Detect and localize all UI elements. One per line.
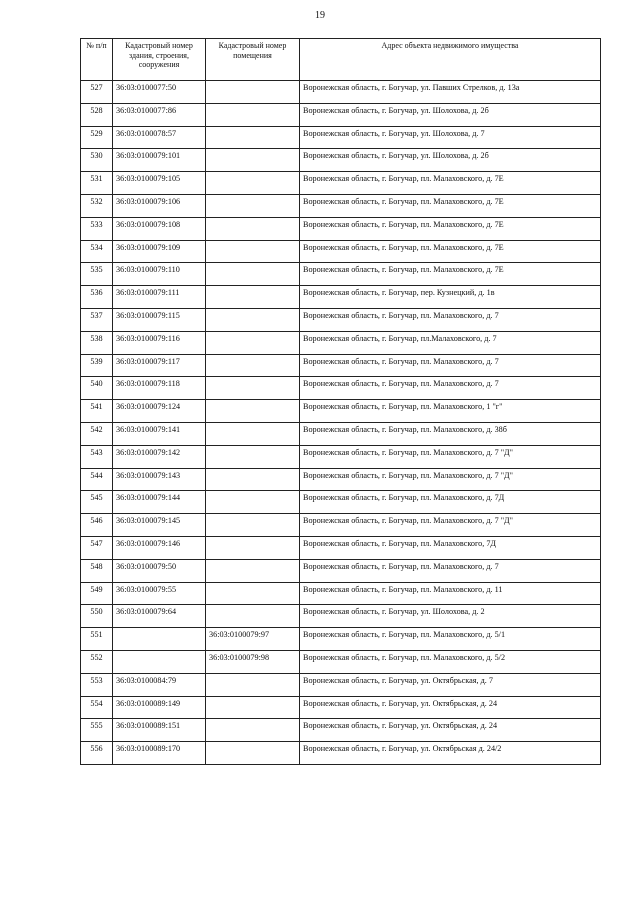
row-building-cadastral-cell [113,650,206,673]
row-premise-cadastral-cell [206,514,300,537]
row-num-cell: 539 [81,354,113,377]
table-body [81,81,601,765]
row-premise-cadastral-cell [206,582,300,605]
row-building-cadastral-cell: 36:03:0100079:106 [113,194,206,217]
row-premise-cadastral-cell: 36:03:0100079:98 [206,650,300,673]
row-building-cadastral-cell: 36:03:0100079:108 [113,217,206,240]
row-building-cadastral-cell: 36:03:0100079:64 [113,605,206,628]
row-num-cell: 532 [81,194,113,217]
table-row [81,536,601,559]
row-premise-cadastral-cell [206,559,300,582]
row-num-cell: 543 [81,445,113,468]
row-num-cell: 536 [81,286,113,309]
row-building-cadastral-cell: 36:03:0100079:110 [113,263,206,286]
row-address-cell: Воронежская область, г. Богучар, пер. Кузнецкий, д. 1в [300,286,601,309]
page-number: 19 [315,10,325,21]
header-address: Адрес объекта недвижимого имущества [300,39,601,81]
row-num-cell: 528 [81,103,113,126]
row-premise-cadastral-cell [206,491,300,514]
table-row [81,103,601,126]
row-building-cadastral-cell: 36:03:0100079:117 [113,354,206,377]
table-row [81,422,601,445]
row-num-cell: 552 [81,650,113,673]
row-address-cell: Воронежская область, г. Богучар, ул. Октябрьская, д. 7 [300,673,601,696]
row-building-cadastral-cell [113,628,206,651]
table-row [81,742,601,765]
row-num-cell: 550 [81,605,113,628]
row-building-cadastral-cell: 36:03:0100089:170 [113,742,206,765]
header-building-cadastral: Кадастровый номер здания, строения, сооружения [113,39,206,81]
row-building-cadastral-cell: 36:03:0100079:105 [113,172,206,195]
table-row [81,650,601,673]
row-premise-cadastral-cell [206,194,300,217]
row-num-cell: 533 [81,217,113,240]
table-header-row [81,39,601,81]
row-num-cell: 554 [81,696,113,719]
row-premise-cadastral-cell [206,696,300,719]
row-address-cell: Воронежская область, г. Богучар, ул. Шолохова, д. 2б [300,149,601,172]
row-address-cell: Воронежская область, г. Богучар, пл. Малаховского, д. 7Е [300,263,601,286]
table-row [81,445,601,468]
table-row [81,719,601,742]
row-premise-cadastral-cell [206,81,300,104]
row-building-cadastral-cell: 36:03:0100077:86 [113,103,206,126]
table-row [81,468,601,491]
row-premise-cadastral-cell: 36:03:0100079:97 [206,628,300,651]
table-row [81,628,601,651]
row-premise-cadastral-cell [206,468,300,491]
row-num-cell: 537 [81,308,113,331]
registry-table [80,38,601,765]
row-premise-cadastral-cell [206,217,300,240]
row-address-cell: Воронежская область, г. Богучар, ул. Шолохова, д. 2 [300,605,601,628]
row-address-cell: Воронежская область, г. Богучар, ул. Павших Стрелков, д. 13а [300,81,601,104]
row-building-cadastral-cell: 36:03:0100079:124 [113,400,206,423]
row-address-cell: Воронежская область, г. Богучар, пл. Малаховского, д. 11 [300,582,601,605]
row-address-cell: Воронежская область, г. Богучар, пл. Малаховского, 7Д [300,536,601,559]
row-num-cell: 530 [81,149,113,172]
row-building-cadastral-cell: 36:03:0100079:142 [113,445,206,468]
row-num-cell: 541 [81,400,113,423]
row-address-cell: Воронежская область, г. Богучар, пл. Малаховского, д. 7 [300,354,601,377]
row-building-cadastral-cell: 36:03:0100089:151 [113,719,206,742]
row-num-cell: 556 [81,742,113,765]
row-num-cell: 545 [81,491,113,514]
header-num: № п/п [81,39,113,81]
row-address-cell: Воронежская область, г. Богучар, пл. Малаховского, д. 7Д [300,491,601,514]
row-address-cell: Воронежская область, г. Богучар, пл. Малаховского, д. 5/1 [300,628,601,651]
table-row [81,354,601,377]
row-premise-cadastral-cell [206,172,300,195]
row-premise-cadastral-cell [206,742,300,765]
row-premise-cadastral-cell [206,422,300,445]
row-address-cell: Воронежская область, г. Богучар, пл. Малаховского, д. 5/2 [300,650,601,673]
table-row [81,81,601,104]
table-row [81,491,601,514]
row-address-cell: Воронежская область, г. Богучар, ул. Октябрьская, д. 24 [300,696,601,719]
row-address-cell: Воронежская область, г. Богучар, пл. Малаховского, д. 7 "Д" [300,468,601,491]
row-building-cadastral-cell: 36:03:0100079:144 [113,491,206,514]
row-building-cadastral-cell: 36:03:0100079:116 [113,331,206,354]
table-row [81,673,601,696]
row-num-cell: 529 [81,126,113,149]
row-premise-cadastral-cell [206,354,300,377]
row-address-cell: Воронежская область, г. Богучар, пл. Малаховского, д. 7Е [300,194,601,217]
row-num-cell: 527 [81,81,113,104]
row-building-cadastral-cell: 36:03:0100079:50 [113,559,206,582]
header-premise-cadastral: Кадастровый номер помещения [206,39,300,81]
row-premise-cadastral-cell [206,240,300,263]
row-premise-cadastral-cell [206,605,300,628]
row-address-cell: Воронежская область, г. Богучар, ул. Шолохова, д. 2б [300,103,601,126]
row-building-cadastral-cell: 36:03:0100079:111 [113,286,206,309]
row-building-cadastral-cell: 36:03:0100079:146 [113,536,206,559]
table-row [81,377,601,400]
row-address-cell: Воронежская область, г. Богучар, ул. Шолохова, д. 7 [300,126,601,149]
row-num-cell: 549 [81,582,113,605]
table-row [81,582,601,605]
row-building-cadastral-cell: 36:03:0100079:141 [113,422,206,445]
row-building-cadastral-cell: 36:03:0100079:143 [113,468,206,491]
row-address-cell: Воронежская область, г. Богучар, пл. Малаховского, д. 7 [300,559,601,582]
row-building-cadastral-cell: 36:03:0100079:109 [113,240,206,263]
row-building-cadastral-cell: 36:03:0100077:50 [113,81,206,104]
row-num-cell: 534 [81,240,113,263]
row-premise-cadastral-cell [206,103,300,126]
row-num-cell: 553 [81,673,113,696]
row-num-cell: 555 [81,719,113,742]
table-row [81,308,601,331]
row-num-cell: 535 [81,263,113,286]
row-building-cadastral-cell: 36:03:0100079:55 [113,582,206,605]
row-num-cell: 551 [81,628,113,651]
table-row [81,263,601,286]
row-premise-cadastral-cell [206,286,300,309]
row-address-cell: Воронежская область, г. Богучар, пл. Малаховского, д. 7 "Д" [300,514,601,537]
row-address-cell: Воронежская область, г. Богучар, пл. Малаховского, д. 7 [300,377,601,400]
row-premise-cadastral-cell [206,126,300,149]
row-building-cadastral-cell: 36:03:0100079:118 [113,377,206,400]
row-address-cell: Воронежская область, г. Богучар, ул. Октябрьская, д. 24 [300,719,601,742]
table-row [81,240,601,263]
row-premise-cadastral-cell [206,377,300,400]
row-premise-cadastral-cell [206,673,300,696]
table-row [81,286,601,309]
row-building-cadastral-cell: 36:03:0100089:149 [113,696,206,719]
row-building-cadastral-cell: 36:03:0100079:101 [113,149,206,172]
row-building-cadastral-cell: 36:03:0100079:115 [113,308,206,331]
table-row [81,696,601,719]
row-address-cell: Воронежская область, г. Богучар, пл. Малаховского, д. 7Е [300,217,601,240]
row-address-cell: Воронежская область, г. Богучар, пл.Малаховского, д. 7 [300,331,601,354]
table-row [81,400,601,423]
row-num-cell: 531 [81,172,113,195]
row-num-cell: 546 [81,514,113,537]
row-address-cell: Воронежская область, г. Богучар, пл. Малаховского, д. 38б [300,422,601,445]
row-address-cell: Воронежская область, г. Богучар, пл. Малаховского, д. 7Е [300,240,601,263]
row-premise-cadastral-cell [206,331,300,354]
row-num-cell: 540 [81,377,113,400]
row-address-cell: Воронежская область, г. Богучар, пл. Малаховского, д. 7Е [300,172,601,195]
row-building-cadastral-cell: 36:03:0100078:57 [113,126,206,149]
table-row [81,217,601,240]
table-row [81,194,601,217]
row-num-cell: 538 [81,331,113,354]
row-address-cell: Воронежская область, г. Богучар, пл. Малаховского, 1 "г" [300,400,601,423]
row-premise-cadastral-cell [206,719,300,742]
table-row [81,605,601,628]
table-row [81,172,601,195]
table-row [81,149,601,172]
row-premise-cadastral-cell [206,263,300,286]
row-address-cell: Воронежская область, г. Богучар, пл. Малаховского, д. 7 "Д" [300,445,601,468]
row-premise-cadastral-cell [206,445,300,468]
row-premise-cadastral-cell [206,308,300,331]
table-row [81,126,601,149]
row-premise-cadastral-cell [206,400,300,423]
table-row [81,331,601,354]
row-address-cell: Воронежская область, г. Богучар, ул. Октябрьская д. 24/2 [300,742,601,765]
row-num-cell: 547 [81,536,113,559]
row-premise-cadastral-cell [206,149,300,172]
row-num-cell: 544 [81,468,113,491]
row-premise-cadastral-cell [206,536,300,559]
table-row [81,559,601,582]
row-building-cadastral-cell: 36:03:0100079:145 [113,514,206,537]
row-address-cell: Воронежская область, г. Богучар, пл. Малаховского, д. 7 [300,308,601,331]
row-num-cell: 548 [81,559,113,582]
row-num-cell: 542 [81,422,113,445]
row-building-cadastral-cell: 36:03:0100084:79 [113,673,206,696]
table-row [81,514,601,537]
